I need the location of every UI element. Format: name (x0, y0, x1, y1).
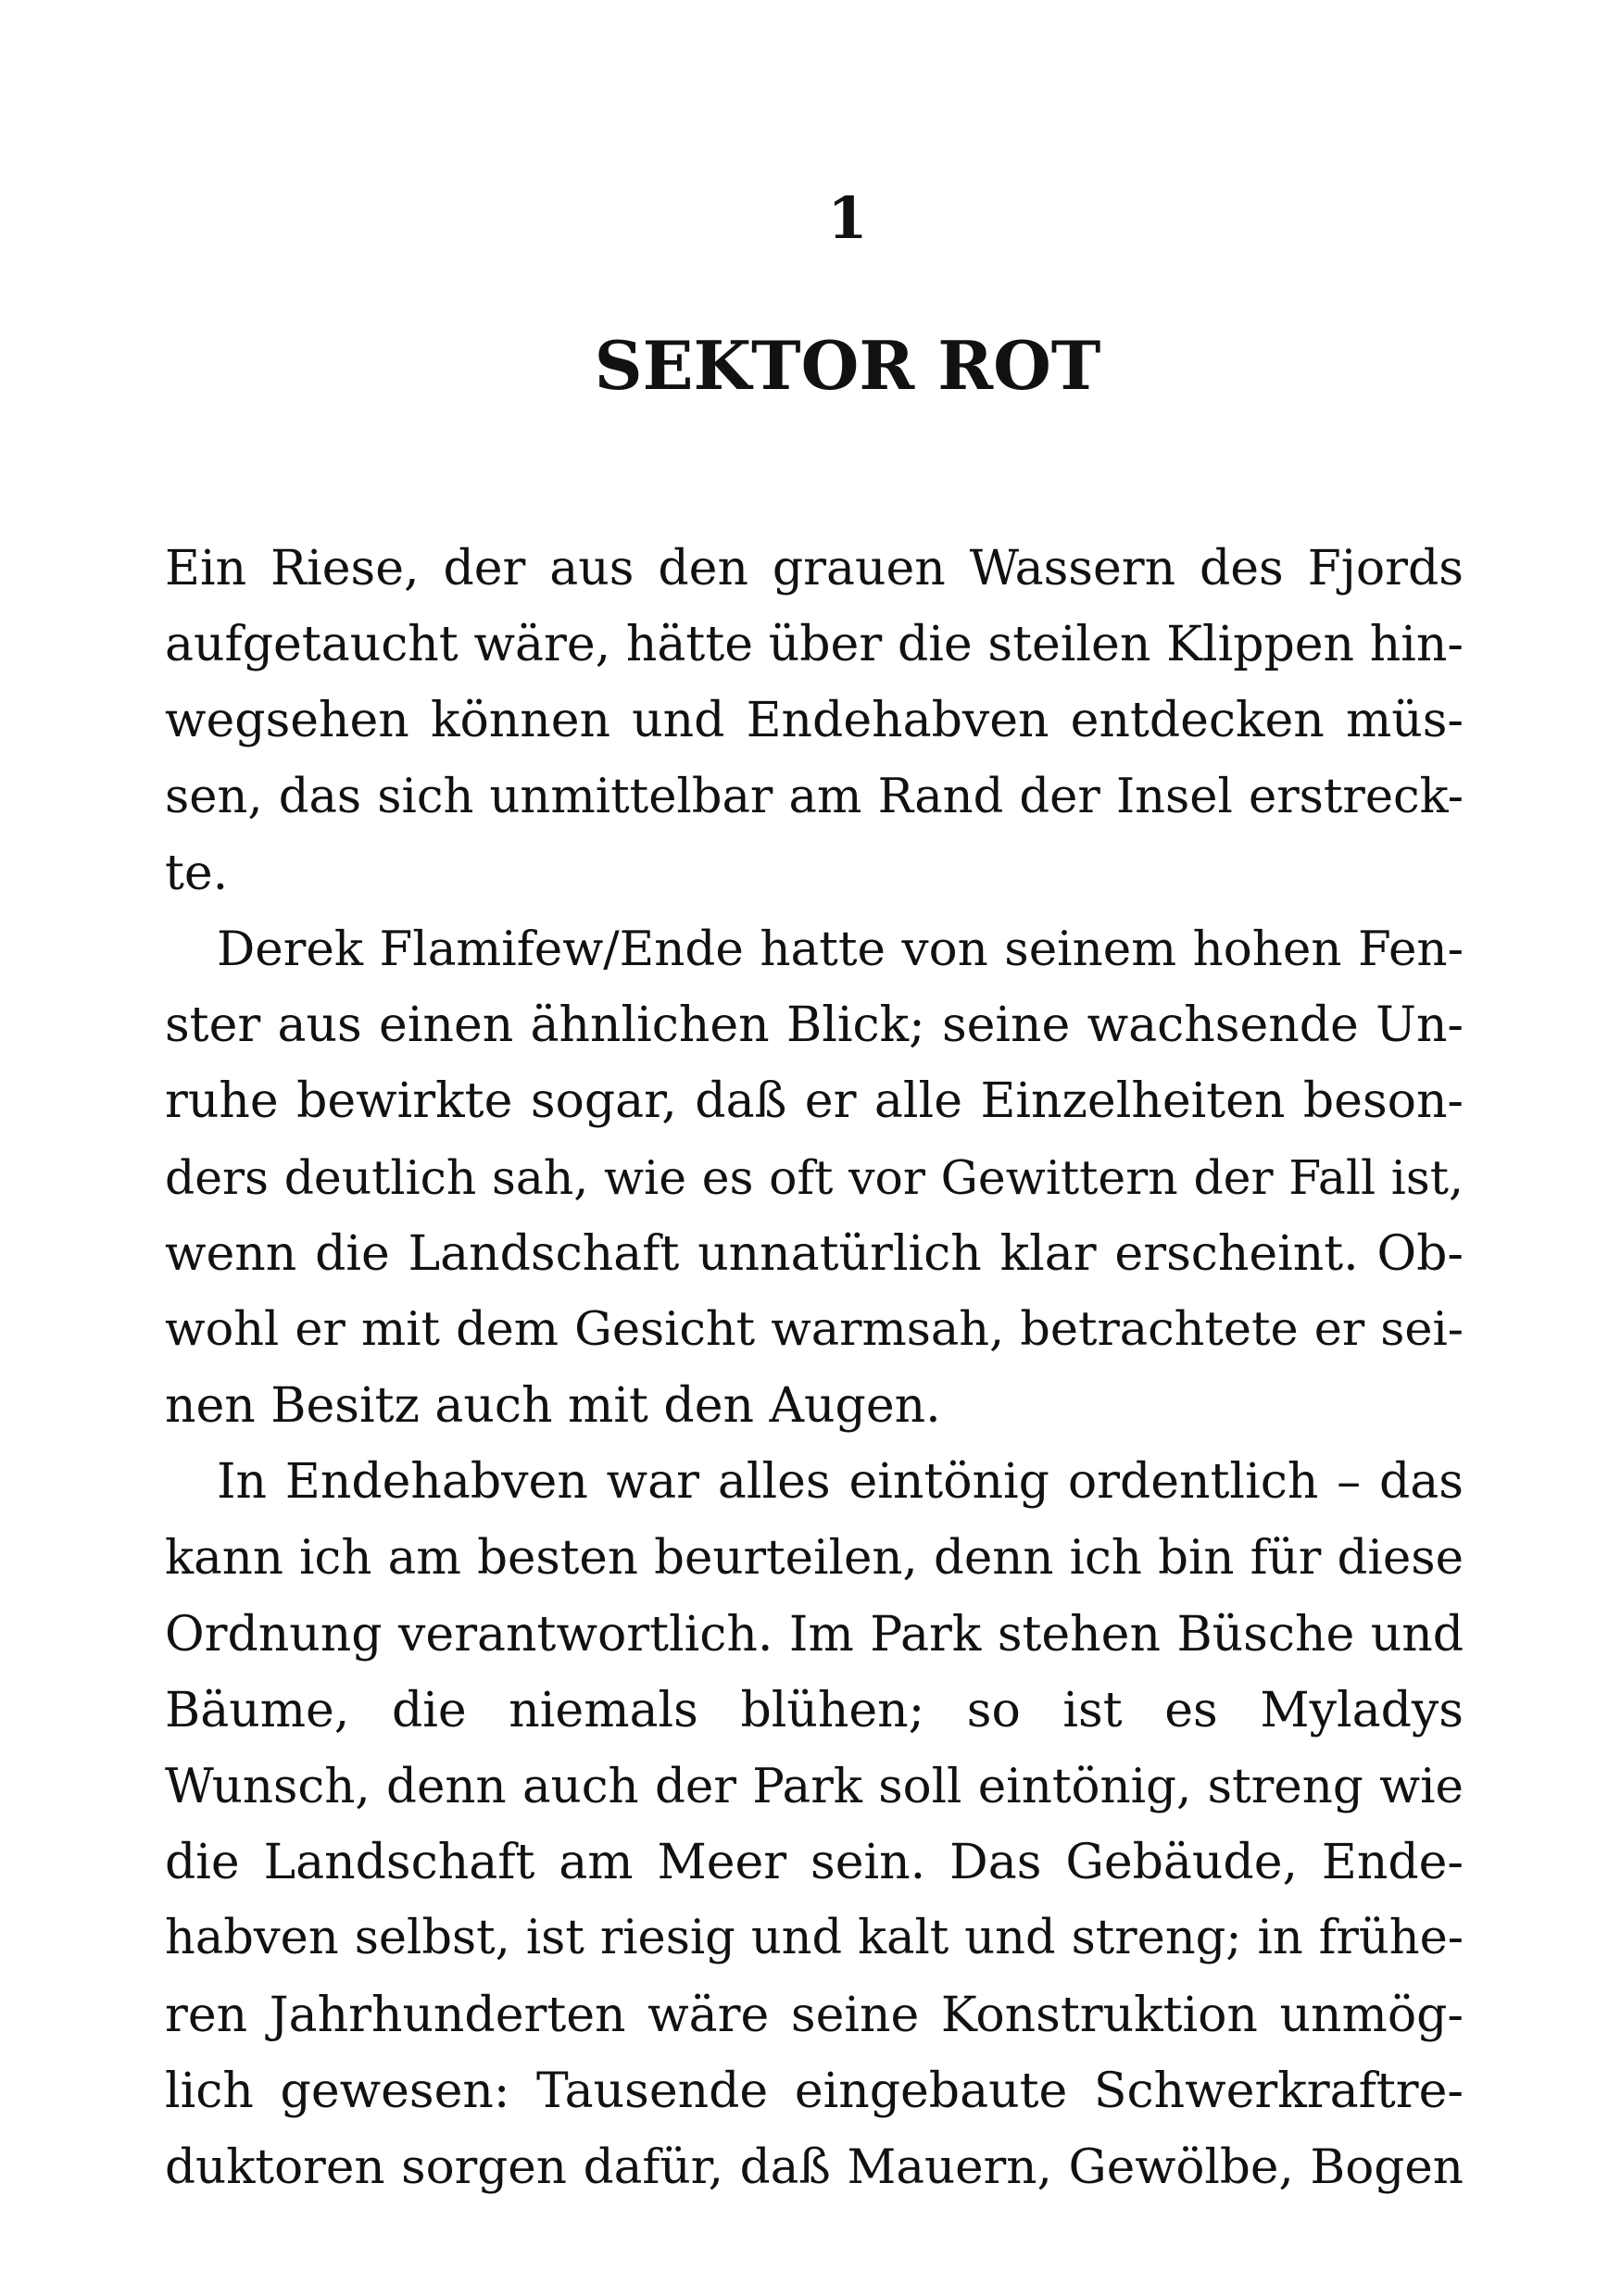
text-line: sen, das sich unmittelbar am Rand der Insel erstreck- (165, 769, 1464, 824)
text-line: Bäume, die niemals blühen; so ist es Myladys (165, 1682, 1464, 1738)
text-line: wenn die Landschaft unnatürlich klar erscheint. Ob- (165, 1225, 1464, 1282)
body-text (165, 531, 1464, 2205)
text-line: duktoren sorgen dafür, daß Mauern, Gewölbe, Bogen (165, 2139, 1464, 2195)
text-line: Ein Riese, der aus den grauen Wassern des Fjords (165, 541, 1464, 596)
chapter-number: 1 (827, 184, 868, 252)
text-line: In Endehabven war alles eintönig ordentlich – das (217, 1454, 1464, 1511)
text-line: Derek Flamifew/Ende hatte von seinem hohen Fen- (217, 921, 1464, 977)
text-line: aufgetaucht wäre, hätte über die steilen Klippen hin- (165, 617, 1464, 673)
paragraph-1 (165, 531, 1464, 911)
text-line: ruhe bewirkte sogar, daß er alle Einzelheiten beson- (165, 1073, 1464, 1130)
text-line: te. (165, 845, 229, 901)
text-line: die Landschaft am Meer sein. Das Gebäude, Ende- (165, 1835, 1464, 1891)
text-line: wohl er mit dem Gesicht warmsah, betrachtete er sei- (165, 1301, 1464, 1357)
text-line: Ordnung verantwortlich. Im Park stehen Büsche und (165, 1606, 1464, 1662)
text-line: Wunsch, denn auch der Park soll eintönig, streng wie (165, 1759, 1464, 1814)
text-line: kann ich am besten beurteilen, denn ich bin für diese (165, 1530, 1464, 1587)
text-line: wegsehen können und Endehabven entdecken müs- (165, 693, 1464, 749)
text-line: ster aus einen ähnlichen Blick; seine wachsende Un- (165, 997, 1464, 1054)
chapter-title: SEKTOR ROT (594, 326, 1101, 405)
text-line: ren Jahrhunderten wäre seine Konstruktion unmög- (165, 1987, 1464, 2043)
paragraph-3 (165, 1444, 1464, 2205)
book-page (165, 0, 1464, 2296)
text-line: lich gewesen: Tausende eingebaute Schwerkraftre- (165, 2063, 1464, 2119)
text-line: ders deutlich sah, wie es oft vor Gewittern der Fall ist, (165, 1149, 1464, 1205)
text-line: nen Besitz auch mit den Augen. (165, 1378, 941, 1435)
paragraph-2 (165, 911, 1464, 1444)
text-line: habven selbst, ist riesig und kalt und streng; in frühe- (165, 1911, 1464, 1966)
